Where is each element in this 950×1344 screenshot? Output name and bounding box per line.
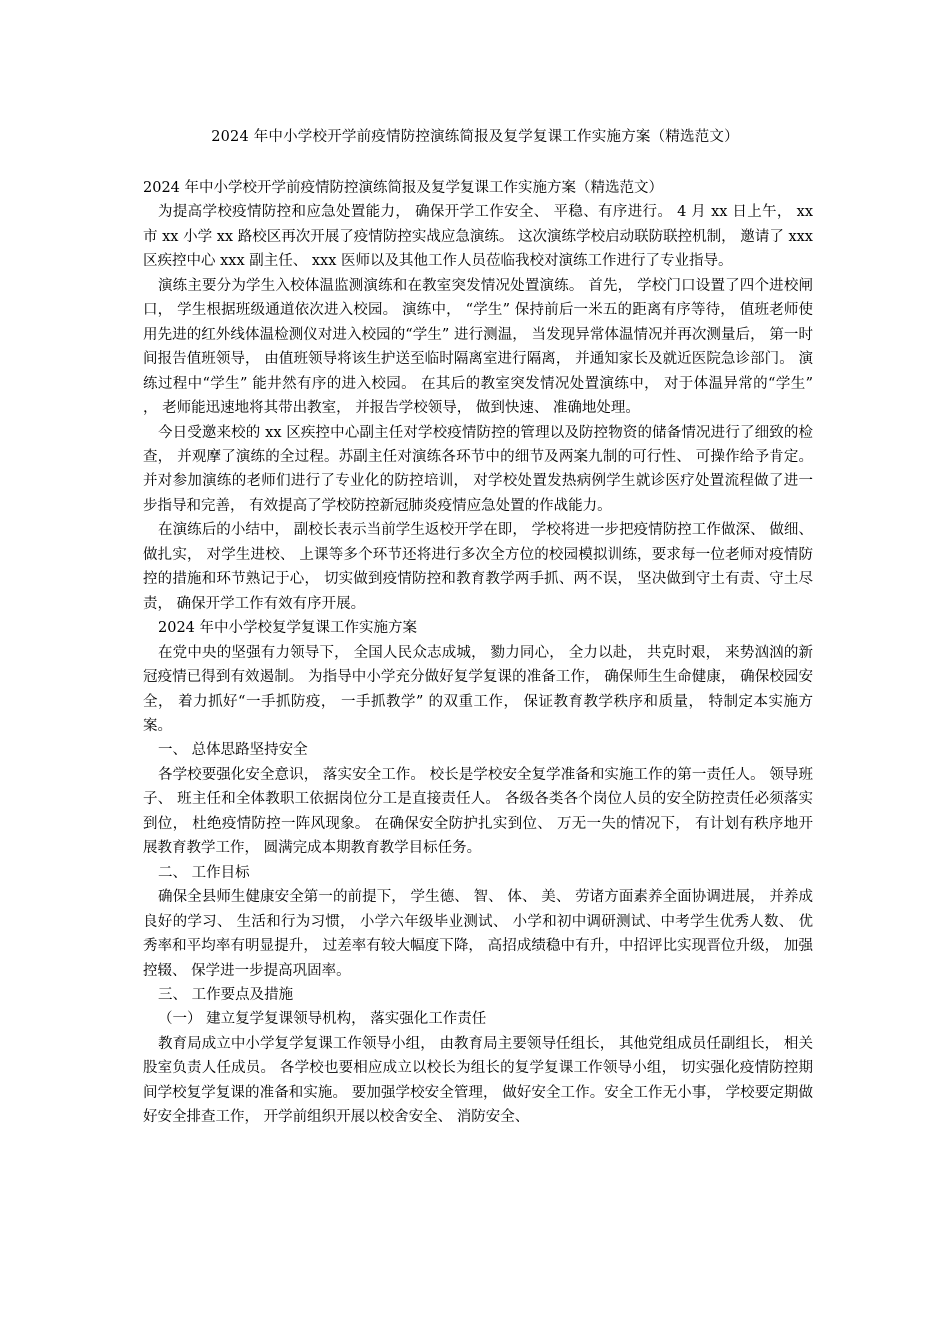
doc-heading: 2024 年中小学校开学前疫情防控演练简报及复学复课工作实施方案（精选范文） — [143, 180, 664, 196]
document-body — [143, 176, 813, 1130]
paragraph: 确保全县师生健康安全第一的前提下， 学生德、 智、 体、 美、 劳诸方面素养全面协调进展， 并养成良好的学习、 生活和行为习惯， 小学六年级毕业测试、 小学和初中调研测试、中考学生优秀人数、 优秀率和平均率有明显提升， 过差率有较大幅度下降， 高招成绩稳中有升，中招评比实现晋位升级， 加强控辍、 保学进一步提高巩固率。 — [143, 889, 813, 979]
section-heading: 三、 工作要点及措施 — [158, 986, 294, 1003]
page-title: 2024 年中小学校开学前疫情防控演练简报及复学复课工作实施方案（精选范文） — [211, 129, 739, 145]
section-heading: 一、 总体思路坚持安全 — [158, 742, 308, 759]
section-heading: 2024 年中小学校复学复课工作实施方案 — [158, 620, 418, 637]
paragraph: 各学校要强化安全意识， 落实安全工作。 校长是学校安全复学准备和实施工作的第一责任人。 领导班子、 班主任和全体教职工依据岗位分工是直接责任人。 各级各类各个岗位人员的安全防控责任必须落实到位， 杜绝疫情防控一阵风现象。 在确保安全防护扎实到位、 万无一失的情况下， 有计划有秩序地开展教育教学工作， 圆满完成本期教育教学目标任务。 — [143, 766, 813, 857]
paragraph: 在演练后的小结中， 副校长表示当前学生返校开学在即， 学校将进一步把疫情防控工作做深、 做细、 做扎实， 对学生进校、 上课等多个环节还将进行多次全方位的校园模拟训练，要求每一位老师对疫情防控的措施和环节熟记于心， 切实做到疫情防控和教育教学两手抓、两不误， 坚决做到守土有责、守土尽责， 确保开学工作有效有序开展。 — [143, 522, 813, 612]
paragraph: 教育局成立中小学复学复课工作领导小组， 由教育局主要领导任组长， 其他党组成员任副组长， 相关股室负责人任成员。 各学校也要相应成立以校长为组长的复学复课工作领导小组， 切实强化疫情防控期间学校复学复课的准备和实施。 要加强学校安全管理， 做好安全工作。安全工作无小事， 学校要定期做好安全排查工作， 开学前组织开展以校舍安全、 消防安全、 — [143, 1035, 813, 1126]
paragraph: 演练主要分为学生入校体温监测演练和在教室突发情况处置演练。 首先， 学校门口设置了四个进校闸口， 学生根据班级通道依次进入校园。 演练中， “学生” 保持前后一米五的距离有序等待， 值班老师使用先进的红外线体温检测仪对进入校园的“学生” 进行测温， 当发现异常体温情况并再次测量后， 第一时间报告值班领导， 由值班领导将该生护送至临时隔离室进行隔离， 并通知家长及就近医院急诊部门。 演练过程中“学生” 能井然有序的进入校园。 在其后的教室突发情况处置演练中， 对于体温异常的“学生” ， 老师能迅速地将其带出教室， 并报告学校领导， 做到快速、 准确地处理。 — [143, 277, 813, 417]
subsection-heading: （一） 建立复学复课领导机构， 落实强化工作责任 — [158, 1011, 487, 1028]
paragraph: 今日受邀来校的 xx 区疾控中心副主任对学校疫情防控的管理以及防控物资的储备情况进行了细致的检查， 并观摩了演练的全过程。苏副主任对演练各环节中的细节及两案九制的可行性、 可操作给予肯定。 并对参加演练的老师们进行了专业化的防控培训， 对学校处置发热病例学生就诊医疗处置流程做了进一步指导和完善， 有效提高了学校防控新冠肺炎疫情应急处置的作战能力。 — [143, 424, 813, 514]
paragraph: 为提高学校疫情防控和应急处置能力， 确保开学工作安全、 平稳、有序进行。 4 月 xx 日上午， xx 市 xx 小学 xx 路校区再次开展了疫情防控实战应急演练。 这次演练学校启动联防联控机制， 邀请了 xxx 区疾控中心 xxx 副主任、 xxx 医师以及其他工作人员莅临我校对演练工作进行了专业指导。 — [143, 204, 813, 270]
paragraph: 在党中央的坚强有力领导下， 全国人民众志成城， 勠力同心， 全力以赴， 共克时艰， 来势汹汹的新冠疫情已得到有效遏制。 为指导中小学充分做好复学复课的准备工作， 确保师生生命健康， 确保校园安全， 着力抓好“一手抓防疫， 一手抓教学” 的双重工作， 保证教育教学秩序和质量， 特制定本实施方案。 — [143, 644, 813, 734]
section-heading: 二、 工作目标 — [158, 864, 250, 881]
